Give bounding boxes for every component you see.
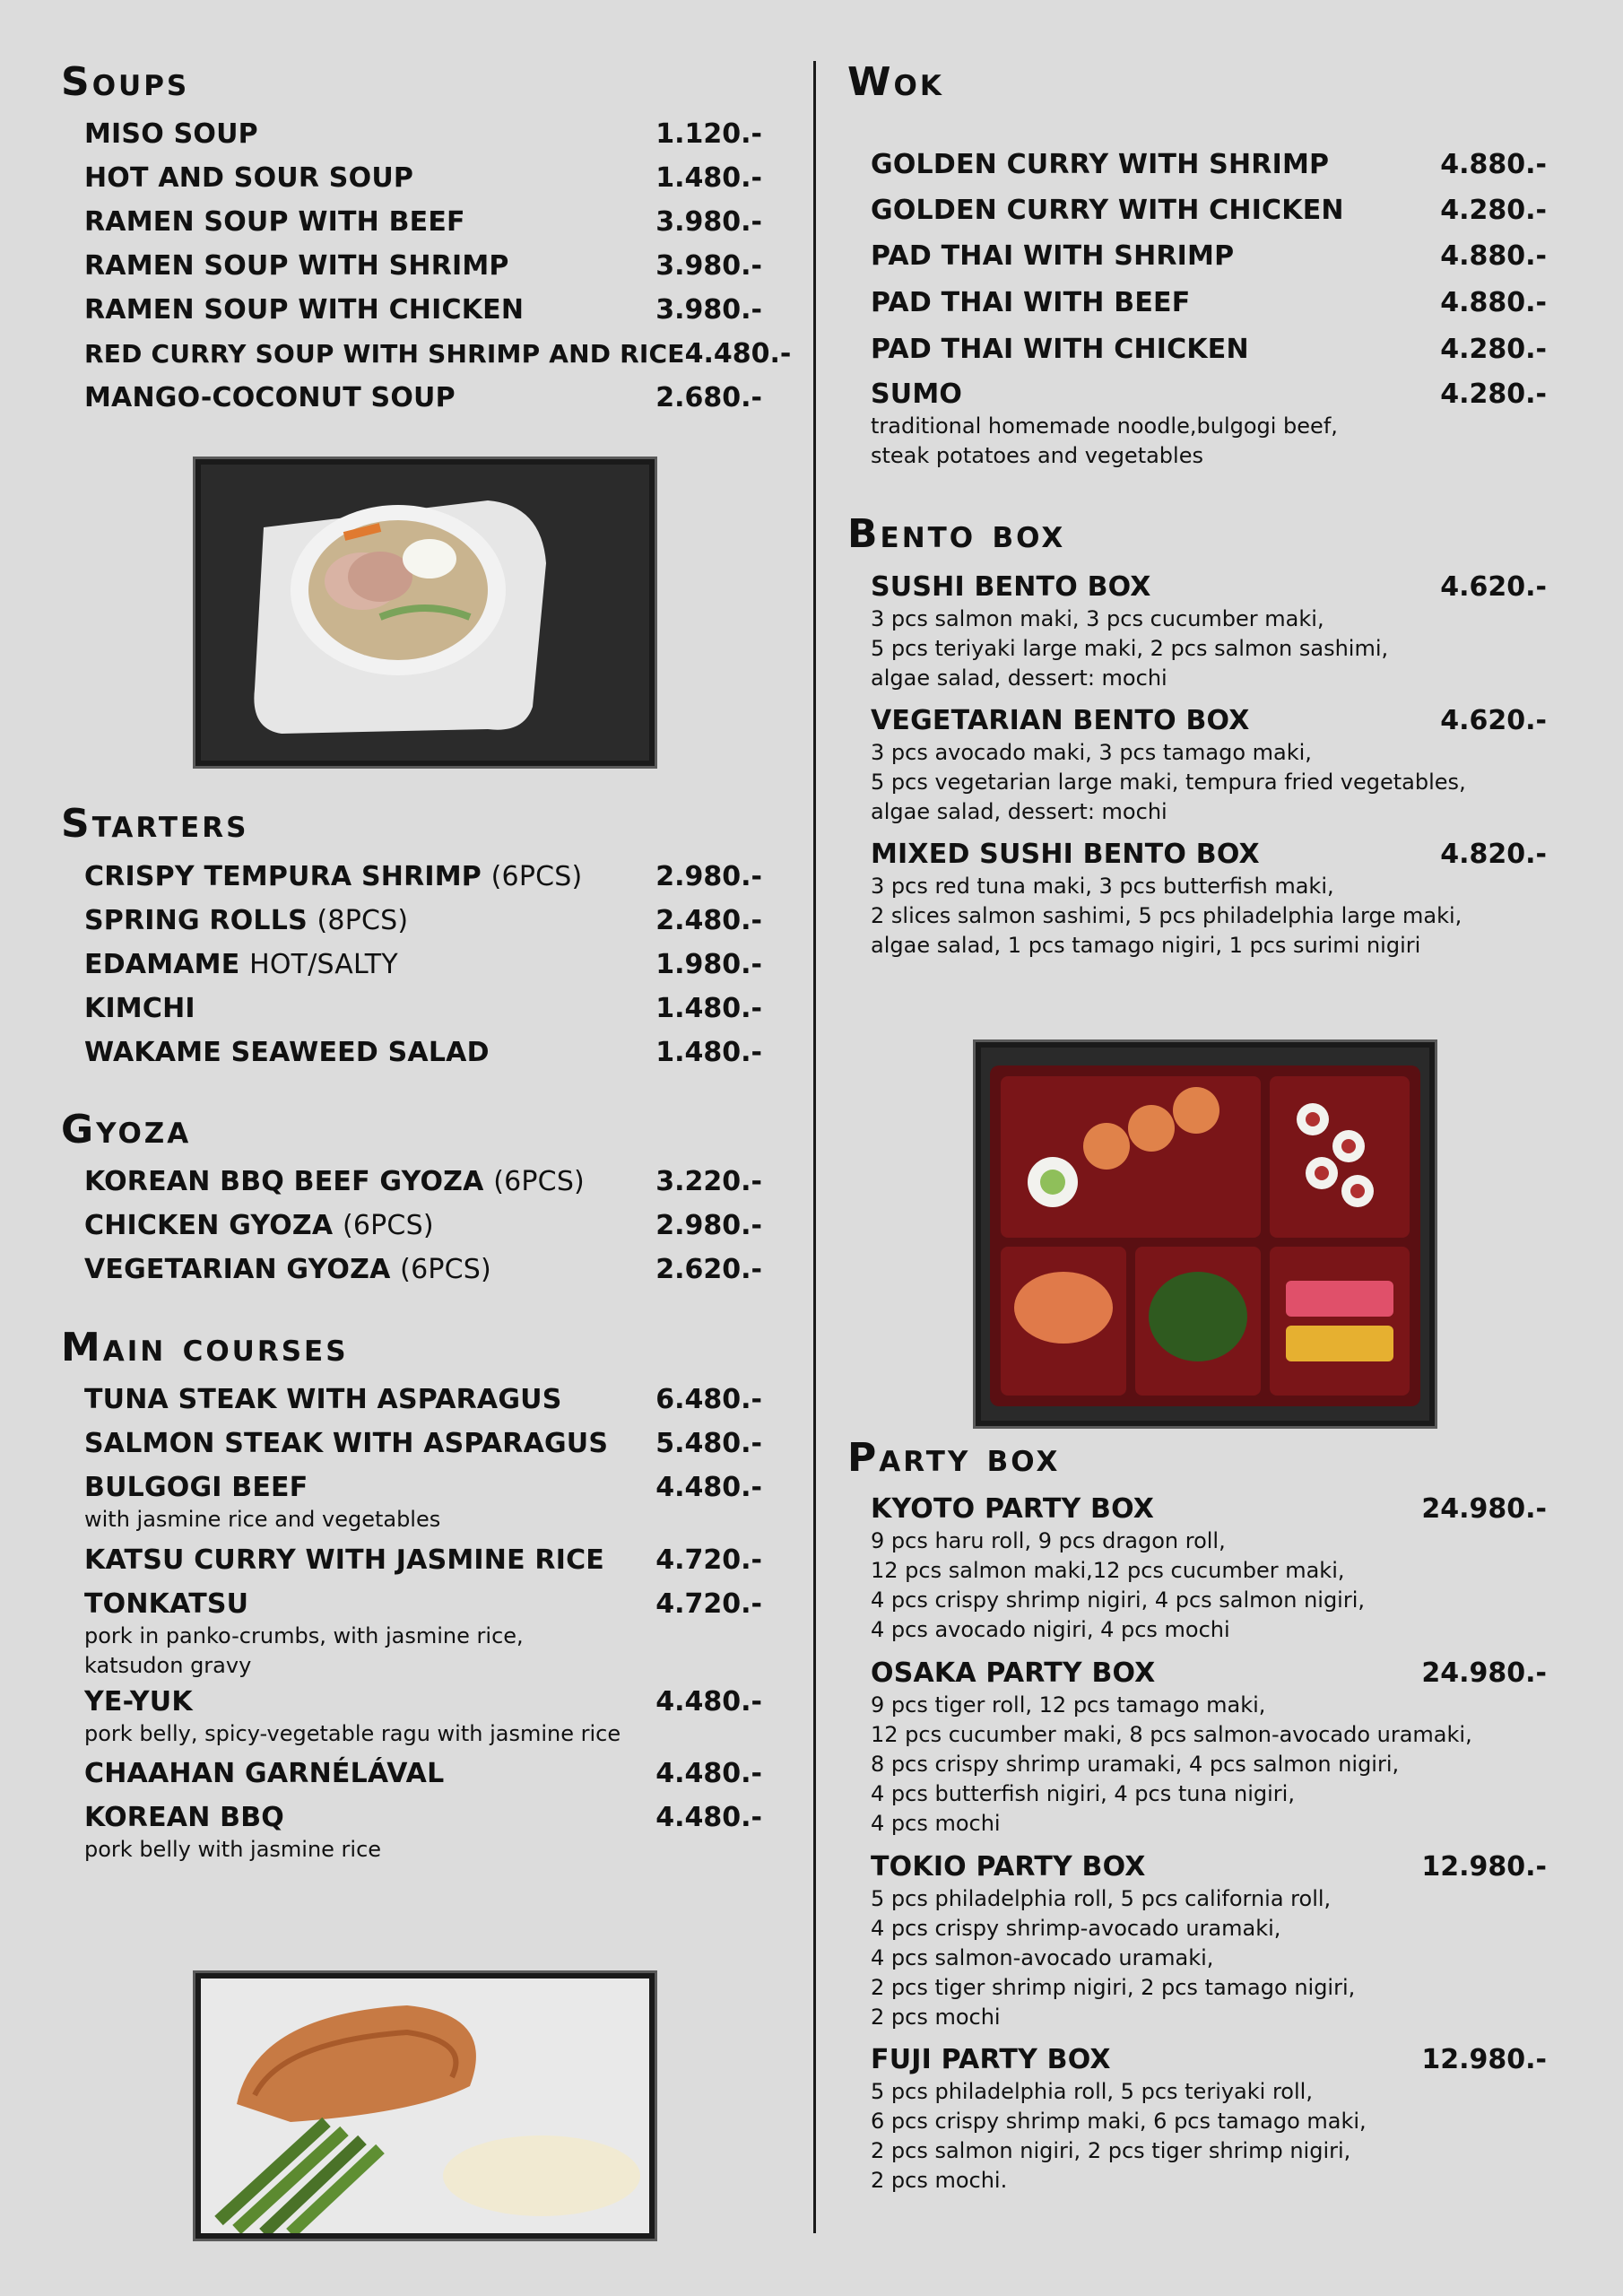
item-name: OSAKA PARTY BOX [871, 1657, 1156, 1689]
menu-item [84, 1037, 762, 1068]
menu-item [84, 1802, 762, 1865]
item-price: 1.480.- [655, 1037, 762, 1068]
menu-item [871, 378, 1547, 471]
item-price: 1.480.- [655, 162, 762, 194]
item-name: TONKATSU [84, 1588, 249, 1620]
menu-item [871, 705, 1547, 827]
item-description: 4 pcs avocado nigiri, 4 pcs mochi [871, 1617, 1230, 1642]
item-description: 8 pcs crispy shrimp uramaki, 4 pcs salmon nigiri, [871, 1752, 1400, 1777]
menu-item [871, 334, 1547, 365]
item-name: SPRING ROLLS [84, 905, 308, 936]
menu-item [871, 2044, 1547, 2196]
item-name: PAD THAI WITH BEEF [871, 287, 1191, 318]
item-description: algae salad, dessert: mochi [871, 665, 1167, 691]
menu-item [84, 1384, 762, 1415]
item-name: MISO SOUP [84, 118, 258, 150]
menu-item [84, 294, 762, 326]
item-qty: (8PCS) [317, 905, 409, 936]
item-description: 5 pcs vegetarian large maki, tempura fried vegetables, [871, 770, 1466, 795]
item-price: 1.480.- [655, 993, 762, 1024]
item-price: 4.280.- [1440, 378, 1547, 410]
item-description: 2 pcs mochi. [871, 2168, 1008, 2193]
menu-item [84, 949, 762, 980]
bento-box-photo [976, 1042, 1435, 1426]
menu-item [871, 149, 1547, 180]
item-description: pork in panko-crumbs, with jasmine rice, [84, 1623, 524, 1648]
menu-item [84, 993, 762, 1024]
item-description: 4 pcs butterfish nigiri, 4 pcs tuna nigiri, [871, 1781, 1295, 1806]
item-price: 4.280.- [1440, 195, 1547, 226]
item-price: 4.480.- [655, 1686, 762, 1718]
item-name: WAKAME SEAWEED SALAD [84, 1037, 490, 1068]
menu-item [871, 240, 1547, 272]
item-price: 1.980.- [655, 949, 762, 980]
column-divider [813, 61, 816, 2233]
item-name: KOREAN BBQ BEEF GYOZA [84, 1166, 484, 1197]
item-name: SUSHI BENTO BOX [871, 571, 1151, 603]
ramen-soup-image [201, 465, 649, 761]
item-price: 12.980.- [1421, 2044, 1547, 2075]
item-qty: (6PCS) [400, 1254, 491, 1285]
item-description: 4 pcs salmon-avocado uramaki, [871, 1945, 1214, 1970]
item-description: traditional homemade noodle,bulgogi beef, [871, 413, 1338, 439]
menu-item [871, 571, 1547, 693]
section-title-starters: Starters [61, 801, 249, 847]
item-price: 12.980.- [1421, 1851, 1547, 1883]
item-description: 4 pcs crispy shrimp nigiri, 4 pcs salmon nigiri, [871, 1587, 1366, 1613]
item-name: KOREAN BBQ [84, 1802, 285, 1833]
item-name: RAMEN SOUP WITH SHRIMP [84, 250, 509, 282]
item-name: RAMEN SOUP WITH BEEF [84, 206, 465, 238]
item-price: 3.220.- [655, 1166, 762, 1197]
item-price: 4.880.- [1440, 240, 1547, 272]
item-name: EDAMAME [84, 949, 240, 980]
item-name: BULGOGI BEEF [84, 1472, 308, 1503]
item-price: 24.980.- [1421, 1657, 1547, 1689]
menu-item [871, 1657, 1547, 1839]
ramen-soup-photo [195, 459, 655, 766]
menu-item [84, 905, 762, 936]
item-price: 3.980.- [655, 294, 762, 326]
menu-item [84, 162, 762, 194]
item-price: 4.880.- [1440, 287, 1547, 318]
menu-item [84, 338, 792, 370]
section-title-wok: Wok [847, 59, 944, 105]
item-name: SUMO [871, 378, 963, 410]
item-price: 2.980.- [655, 861, 762, 892]
item-description: 4 pcs crispy shrimp-avocado uramaki, [871, 1916, 1281, 1941]
menu-item [871, 839, 1547, 961]
menu-item [84, 1210, 762, 1241]
item-name: HOT AND SOUR SOUP [84, 162, 414, 194]
menu-item [84, 118, 762, 150]
item-name: PAD THAI WITH CHICKEN [871, 334, 1249, 365]
menu-item [84, 1588, 762, 1681]
item-price: 1.120.- [655, 118, 762, 150]
item-description: 2 pcs salmon nigiri, 2 pcs tiger shrimp nigiri, [871, 2138, 1351, 2163]
menu-item [84, 1758, 762, 1789]
item-description: 3 pcs salmon maki, 3 pcs cucumber maki, [871, 606, 1324, 631]
menu-item [84, 206, 762, 238]
item-name: SALMON STEAK WITH ASPARAGUS [84, 1428, 609, 1459]
item-description: 12 pcs cucumber maki, 8 pcs salmon-avocado uramaki, [871, 1722, 1472, 1747]
item-description: algae salad, dessert: mochi [871, 799, 1167, 824]
section-title-bento-box: Bento box [847, 511, 1066, 557]
menu-item [871, 195, 1547, 226]
item-description: 2 slices salmon sashimi, 5 pcs philadelphia large maki, [871, 903, 1462, 928]
item-price: 4.620.- [1440, 705, 1547, 736]
item-description: pork belly, spicy-vegetable ragu with jasmine rice [84, 1721, 621, 1746]
item-price: 2.980.- [655, 1210, 762, 1241]
item-description: katsudon gravy [84, 1653, 252, 1678]
menu-item [84, 1544, 762, 1576]
menu-item [84, 1254, 762, 1285]
item-name: PAD THAI WITH SHRIMP [871, 240, 1235, 272]
item-price: 4.720.- [655, 1588, 762, 1620]
item-price: 4.480.- [655, 1472, 762, 1503]
item-description: 6 pcs crispy shrimp maki, 6 pcs tamago maki, [871, 2109, 1367, 2134]
item-description: 5 pcs philadelphia roll, 5 pcs california roll, [871, 1886, 1332, 1911]
section-title-soups: Soups [61, 59, 190, 105]
item-description: 3 pcs avocado maki, 3 pcs tamago maki, [871, 740, 1312, 765]
item-price: 4.480.- [655, 1802, 762, 1833]
item-price: 5.480.- [655, 1428, 762, 1459]
item-name: KYOTO PARTY BOX [871, 1493, 1155, 1525]
item-qty: (6PCS) [342, 1210, 434, 1241]
menu-item [84, 1166, 762, 1197]
item-name: MIXED SUSHI BENTO BOX [871, 839, 1260, 870]
menu-item [84, 1428, 762, 1459]
item-name: GOLDEN CURRY WITH CHICKEN [871, 195, 1344, 226]
menu-item [871, 287, 1547, 318]
item-description: steak potatoes and vegetables [871, 443, 1203, 468]
menu-item [84, 1472, 762, 1535]
item-price: 4.480.- [655, 1758, 762, 1789]
item-price: 4.720.- [655, 1544, 762, 1576]
menu-item [84, 250, 762, 282]
salmon-steak-image [201, 1979, 649, 2233]
item-name: GOLDEN CURRY WITH SHRIMP [871, 149, 1330, 180]
item-description: 4 pcs mochi [871, 1811, 1001, 1836]
item-name: KATSU CURRY WITH JASMINE RICE [84, 1544, 605, 1576]
item-name: TUNA STEAK WITH ASPARAGUS [84, 1384, 562, 1415]
menu-item [84, 1686, 762, 1749]
bento-box-image [981, 1048, 1429, 1421]
item-qty: (6PCS) [493, 1166, 585, 1197]
section-title-party-box: Party box [847, 1435, 1061, 1481]
section-title-main-courses: Main courses [61, 1325, 349, 1370]
item-description: 9 pcs haru roll, 9 pcs dragon roll, [871, 1528, 1226, 1553]
item-name: RED CURRY SOUP WITH SHRIMP AND RICE [84, 339, 685, 369]
item-name: FUJI PARTY BOX [871, 2044, 1111, 2075]
menu-item [84, 382, 762, 413]
item-description: 9 pcs tiger roll, 12 pcs tamago maki, [871, 1692, 1266, 1718]
item-description: 12 pcs salmon maki,12 pcs cucumber maki, [871, 1558, 1345, 1583]
item-price: 6.480.- [655, 1384, 762, 1415]
item-name: MANGO-COCONUT SOUP [84, 382, 456, 413]
item-price: 3.980.- [655, 250, 762, 282]
item-price: 3.980.- [655, 206, 762, 238]
item-price: 2.480.- [655, 905, 762, 936]
item-name: KIMCHI [84, 993, 195, 1024]
item-name: CRISPY TEMPURA SHRIMP [84, 861, 482, 892]
item-price: 24.980.- [1421, 1493, 1547, 1525]
item-name: YE-YUK [84, 1686, 193, 1718]
menu-item [871, 1493, 1547, 1645]
item-name: VEGETARIAN BENTO BOX [871, 705, 1250, 736]
section-title-gyoza: Gyoza [61, 1107, 192, 1152]
item-description: pork belly with jasmine rice [84, 1837, 382, 1862]
item-name: VEGETARIAN GYOZA [84, 1254, 391, 1285]
item-price: 2.620.- [655, 1254, 762, 1285]
item-description: algae salad, 1 pcs tamago nigiri, 1 pcs surimi nigiri [871, 933, 1421, 958]
salmon-steak-photo [195, 1973, 655, 2239]
item-name: TOKIO PARTY BOX [871, 1851, 1146, 1883]
item-description: 2 pcs mochi [871, 2005, 1001, 2030]
item-description: 3 pcs red tuna maki, 3 pcs butterfish maki, [871, 874, 1334, 899]
menu-item [871, 1851, 1547, 2032]
item-name: RAMEN SOUP WITH CHICKEN [84, 294, 525, 326]
item-qty: (6PCS) [490, 861, 583, 892]
item-price: 4.880.- [1440, 149, 1547, 180]
item-price: 2.680.- [655, 382, 762, 413]
item-price: 4.480.- [684, 338, 792, 370]
item-price: 4.820.- [1440, 839, 1547, 870]
item-price: 4.280.- [1440, 334, 1547, 365]
item-qty: HOT/SALTY [249, 949, 398, 980]
item-name: CHAAHAN GARNÉLÁVAL [84, 1758, 445, 1789]
item-price: 4.620.- [1440, 571, 1547, 603]
menu-item [84, 861, 762, 892]
item-description: with jasmine rice and vegetables [84, 1507, 441, 1532]
item-description: 2 pcs tiger shrimp nigiri, 2 pcs tamago nigiri, [871, 1975, 1356, 2000]
item-description: 5 pcs teriyaki large maki, 2 pcs salmon sashimi, [871, 636, 1389, 661]
item-description: 5 pcs philadelphia roll, 5 pcs teriyaki roll, [871, 2079, 1313, 2104]
item-name: CHICKEN GYOZA [84, 1210, 334, 1241]
